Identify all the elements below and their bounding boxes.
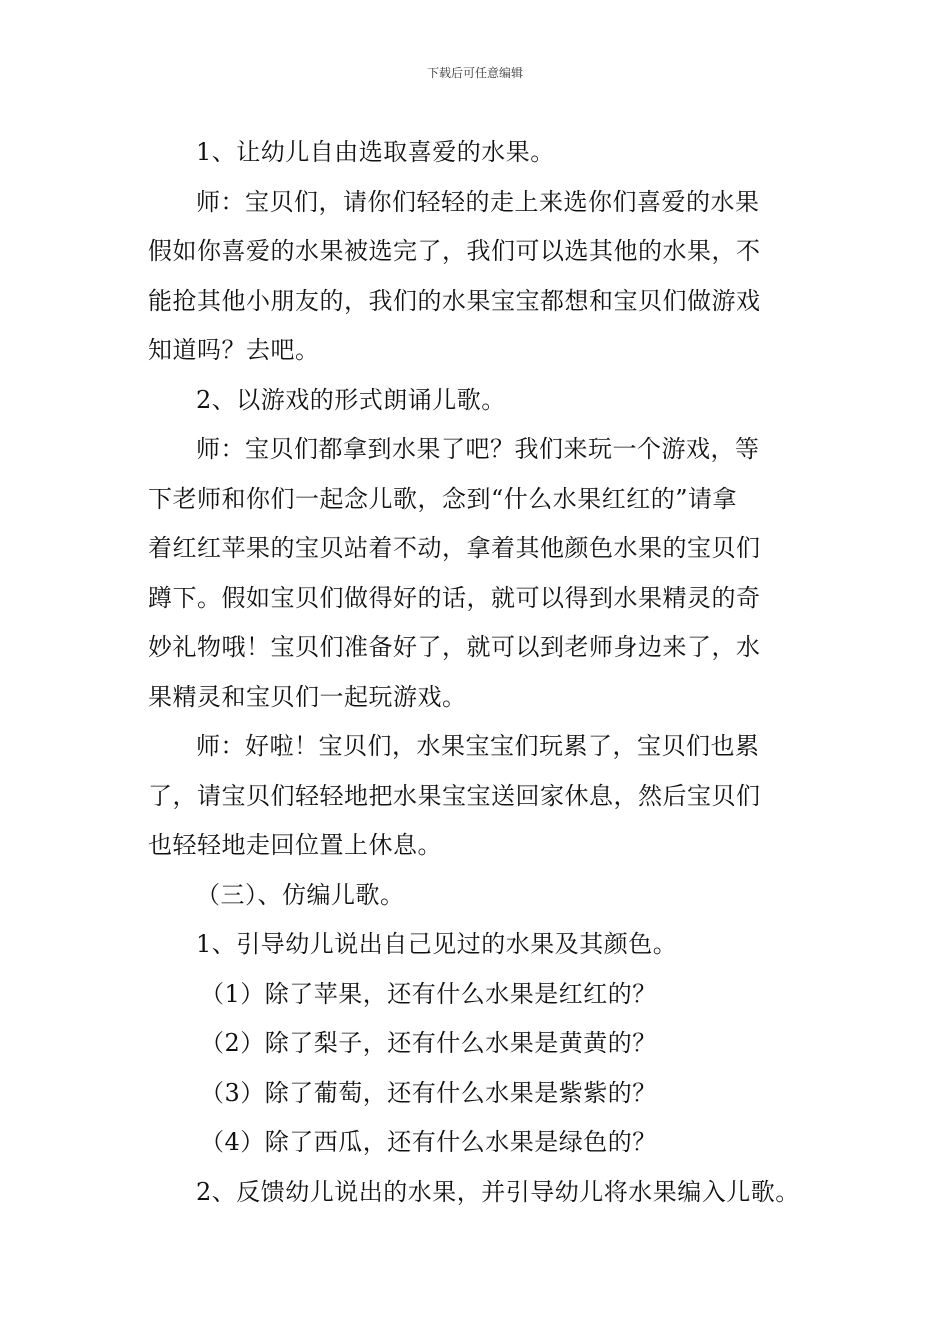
paragraph-line: 师：宝贝们，请你们轻轻的走上来选你们喜爱的水果	[196, 187, 760, 216]
list-item: （1）除了苹果，还有什么水果是红红的？	[200, 979, 657, 1008]
page-header: 下载后可任意编辑	[426, 66, 523, 80]
paragraph-line: 1、让幼儿自由选取喜爱的水果。	[196, 138, 555, 166]
list-item: （3）除了葡萄，还有什么水果是紫紫的？	[200, 1078, 657, 1107]
list-item: （4）除了西瓜，还有什么水果是绿色的？	[200, 1128, 657, 1156]
paragraph-line: 了，请宝贝们轻轻地把水果宝宝送回家休息，然后宝贝们	[148, 781, 761, 810]
list-item: （2）除了梨子，还有什么水果是黄黄的？	[200, 1029, 657, 1057]
paragraph-line: 知道吗？去吧。	[148, 336, 320, 364]
paragraph-line: 下老师和你们一起念儿歌，念到“什么水果红红的”请拿	[148, 484, 738, 513]
paragraph-line: 蹲下。假如宝贝们做得好的话，就可以得到水果精灵的奇	[148, 583, 761, 612]
section-heading: （三）、仿编儿歌。	[196, 880, 405, 909]
paragraph-line: 师：好啦！宝贝们，水果宝宝们玩累了，宝贝们也累	[196, 732, 760, 760]
paragraph-line: 2、以游戏的形式朗诵儿歌。	[196, 385, 506, 414]
paragraph-line: 假如你喜爱的水果被选完了，我们可以选其他的水果，不	[148, 237, 761, 265]
paragraph-line: 也轻轻地走回位置上休息。	[148, 831, 442, 859]
paragraph-line: 着红红苹果的宝贝站着不动，拿着其他颜色水果的宝贝们	[148, 534, 761, 562]
paragraph-line: 1、引导幼儿说出自己见过的水果及其颜色。	[196, 930, 678, 958]
paragraph-line: 果精灵和宝贝们一起玩游戏。	[148, 682, 467, 711]
document-body	[148, 128, 810, 1217]
paragraph-line: 妙礼物哦！宝贝们准备好了，就可以到老师身边来了，水	[148, 633, 761, 661]
paragraph-line: 2、反馈幼儿说出的水果，并引导幼儿将水果编入儿歌。	[196, 1177, 800, 1206]
paragraph-line: 能抢其他小朋友的，我们的水果宝宝都想和宝贝们做游戏	[148, 286, 761, 315]
paragraph-line: 师：宝贝们都拿到水果了吧？我们来玩一个游戏，等	[196, 435, 760, 463]
